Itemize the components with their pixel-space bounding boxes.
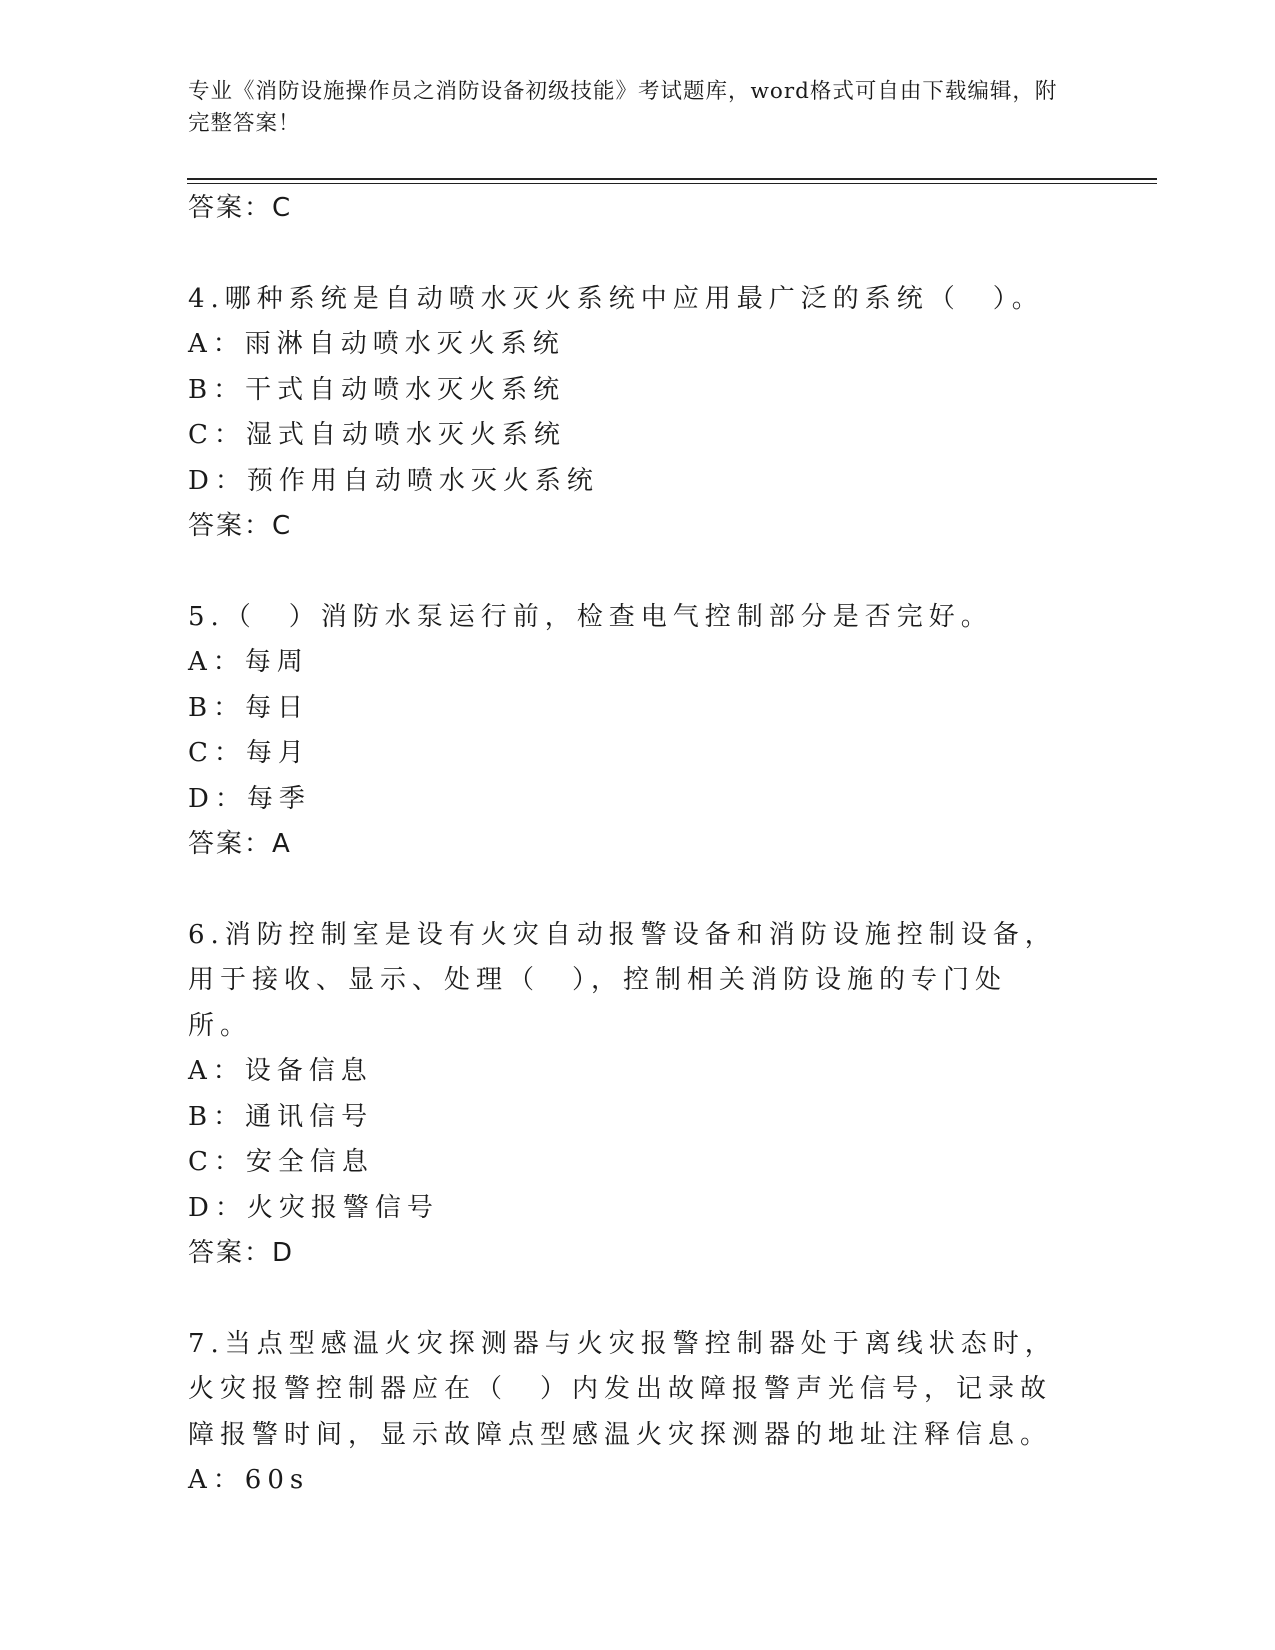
question-stem: 6.消防控制室是设有火灾自动报警设备和消防设施控制设备，用于接收、显示、处理（ ），控制相关消防设施的专门处所。 bbox=[188, 919, 1057, 1041]
question-stem: 5.（ ）消防水泵运行前，检查电气控制部分是否完好。 bbox=[188, 601, 993, 632]
option-a: A：60s bbox=[188, 1465, 310, 1495]
option-a: A：雨淋自动喷水灭火系统 bbox=[188, 329, 565, 359]
option-a: A：设备信息 bbox=[188, 1056, 373, 1086]
header-rule-thin bbox=[187, 183, 1157, 184]
question-4 bbox=[188, 277, 1088, 550]
option-c: C：湿式自动喷水灭火系统 bbox=[188, 420, 566, 450]
answer-line: 答案：A bbox=[188, 829, 292, 859]
question-list bbox=[188, 186, 1088, 1504]
document-header: 专业《消防设施操作员之消防设备初级技能》考试题库，word格式可自由下载编辑，附完整答案！ bbox=[188, 79, 1058, 136]
option-a: A：每周 bbox=[188, 647, 309, 677]
question-5 bbox=[188, 595, 1088, 868]
option-d: D：每季 bbox=[188, 783, 311, 814]
option-b: B：通讯信号 bbox=[188, 1101, 374, 1132]
answer-line: 答案：D bbox=[188, 1238, 295, 1268]
option-b: B：干式自动喷水灭火系统 bbox=[188, 374, 566, 405]
question-stem: 7.当点型感温火灾探测器与火灾报警控制器处于离线状态时，火灾报警控制器应在（ ）内发出故障报警声光信号，记录故障报警时间，显示故障点型感温火灾探测器的地址注释信息。 bbox=[188, 1328, 1057, 1450]
question-7 bbox=[188, 1322, 1088, 1504]
answer-line: 答案：C bbox=[188, 511, 293, 541]
header-rule-thick bbox=[187, 178, 1157, 180]
option-b: B：每日 bbox=[188, 692, 310, 723]
question-stem: 4.哪种系统是自动喷水灭火系统中应用最广泛的系统（ ）。 bbox=[188, 283, 1044, 314]
question-6 bbox=[188, 913, 1088, 1277]
option-d: D：火灾报警信号 bbox=[188, 1192, 439, 1223]
answer-line: 答案：C bbox=[188, 193, 293, 223]
option-d: D：预作用自动喷水灭火系统 bbox=[188, 465, 599, 496]
option-c: C：每月 bbox=[188, 738, 310, 768]
option-c: C：安全信息 bbox=[188, 1147, 374, 1177]
